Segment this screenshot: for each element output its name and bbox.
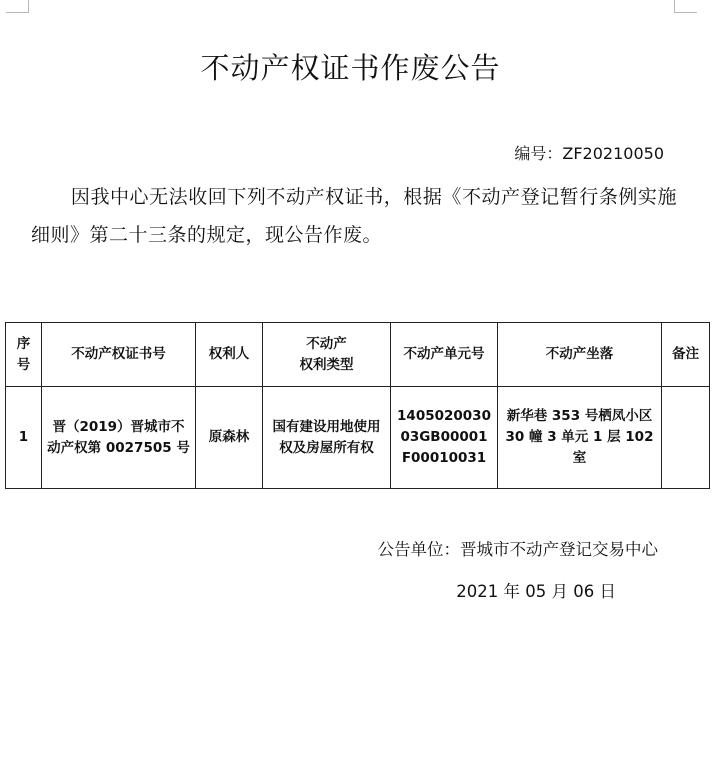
page-corner-mark-left <box>6 0 29 13</box>
cell-unit-no: 140502003003GB00001F00010031 <box>391 387 498 489</box>
invalidated-certificates-table <box>5 322 710 489</box>
cell-seq: 1 <box>6 387 42 489</box>
table-row <box>6 387 710 489</box>
cell-location: 新华巷 353 号栖凤小区 30 幢 3 单元 1 层 102 室 <box>498 387 662 489</box>
page-corner-mark-right <box>674 0 697 13</box>
document-title: 不动产权证书作废公告 <box>200 51 501 85</box>
issue-date: 2021 年 05 月 06 日 <box>456 582 616 601</box>
cell-holder: 原森林 <box>196 387 263 489</box>
cell-remark <box>662 387 710 489</box>
document-number: 编号：ZF20210050 <box>514 144 664 163</box>
header-holder: 权利人 <box>196 323 263 387</box>
header-seq: 序号 <box>6 323 42 387</box>
header-remark: 备注 <box>662 323 710 387</box>
cell-right-type: 国有建设用地使用权及房屋所有权 <box>263 387 391 489</box>
issuing-unit: 公告单位：晋城市不动产登记交易中心 <box>377 540 658 559</box>
header-cert-no: 不动产权证书号 <box>42 323 196 387</box>
header-right-type: 不动产 权利类型 <box>263 323 391 387</box>
cell-cert-no: 晋（2019）晋城市不动产权第 0027505 号 <box>42 387 196 489</box>
header-unit-no: 不动产单元号 <box>391 323 498 387</box>
header-location: 不动产坐落 <box>498 323 662 387</box>
announcement-body: 因我中心无法收回下列不动产权证书，根据《不动产登记暂行条例实施细则》第二十三条的规定，现公告作废。 <box>31 186 677 246</box>
table-header-row <box>6 323 710 387</box>
